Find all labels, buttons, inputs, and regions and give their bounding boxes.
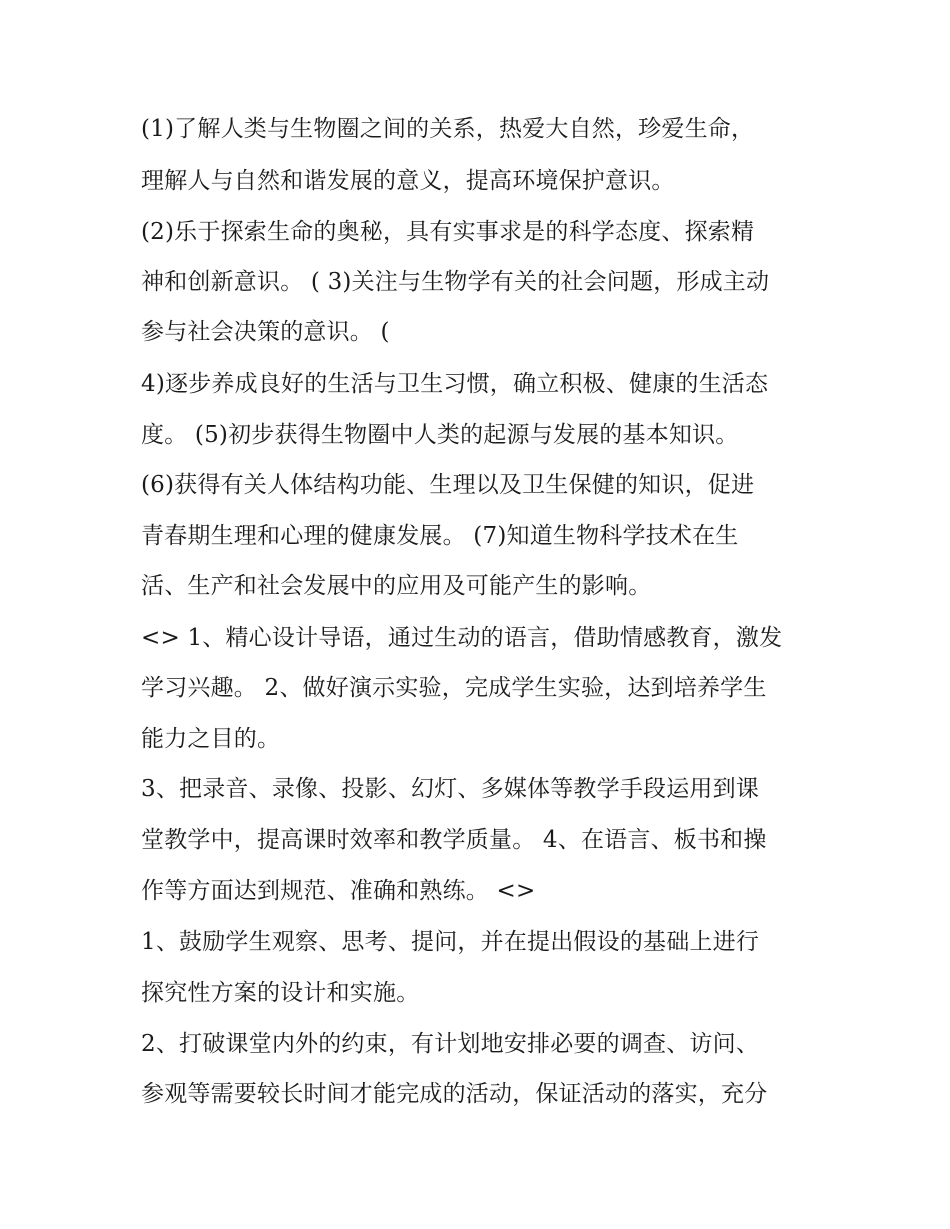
text-line: 能力之目的。 <box>141 726 281 752</box>
text-line: 青春期生理和心理的健康发展。 (7)知道生物科学技术在生 <box>141 523 739 549</box>
text-line: (2)乐于探索生命的奥秘，具有实事求是的科学态度、探索精 <box>141 219 755 245</box>
text-line: (6)获得有关人体结构功能、生理以及卫生保健的知识，促进 <box>141 472 755 498</box>
text-line: 度。 (5)初步获得生物圈中人类的起源与发展的基本知识。 <box>141 422 739 448</box>
text-line: 神和创新意识。 ( 3)关注与生物学有关的社会问题，形成主动 <box>141 269 770 295</box>
text-line: 2、打破课堂内外的约束，有计划地安排必要的调查、访问、 <box>141 1031 760 1057</box>
text-line: 参与社会决策的意识。 ( <box>141 319 390 345</box>
text-line: 探究性方案的设计和实施。 <box>141 980 420 1006</box>
text-line: 4)逐步养成良好的生活与卫生习惯，确立积极、健康的生活态 <box>141 371 769 397</box>
text-line: 3、把录音、录像、投影、幻灯、多媒体等教学手段运用到课 <box>141 776 760 802</box>
text-line: 作等方面达到规范、准确和熟练。 <> <box>141 878 536 904</box>
text-line: 学习兴趣。 2、做好演示实验，完成学生实验，达到培养学生 <box>141 675 767 701</box>
text-line: 堂教学中，提高课时效率和教学质量。 4、在语言、板书和操 <box>141 827 767 853</box>
text-line: 参观等需要较长时间才能完成的活动，保证活动的落实，充分 <box>141 1081 768 1107</box>
text-line: (1)了解人类与生物圈之间的关系，热爱大自然，珍爱生命， <box>141 116 755 142</box>
text-line: 理解人与自然和谐发展的意义，提高环境保护意识。 <box>141 168 675 194</box>
text-line: 1、鼓励学生观察、思考、提问，并在提出假设的基础上进行 <box>141 929 760 955</box>
text-line: <> 1、精心设计导语，通过生动的语言，借助情感教育，激发 <box>141 625 783 651</box>
text-line: 活、生产和社会发展中的应用及可能产生的影响。 <box>141 573 652 599</box>
